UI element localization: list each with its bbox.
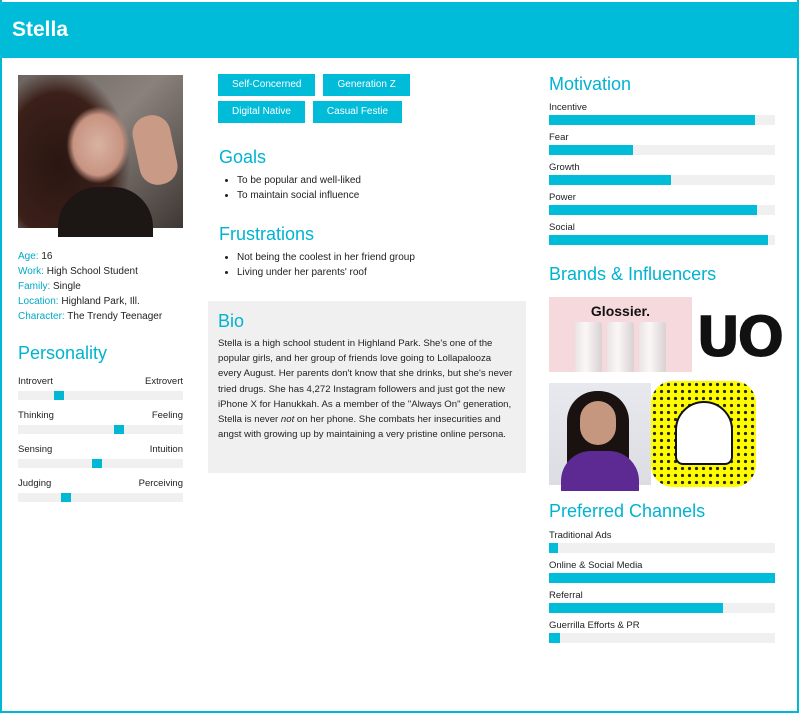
bar-label: Traditional Ads [549,530,612,541]
motivation-bar [549,102,775,125]
fact-value: 16 [41,251,53,262]
personality-slider [18,478,183,502]
bar-fill [549,145,633,155]
channels-bar [549,620,775,643]
bio-text [218,336,516,442]
slider-left-label: Thinking [18,410,54,421]
goals-title: Goals [219,147,267,167]
bar-label: Online & Social Media [549,560,643,571]
motivation-bar [549,192,775,215]
right-column [549,74,781,643]
fact-label: Work: [18,266,44,277]
motivation-bars [549,102,775,245]
bio-emphasis: not [280,414,295,426]
frustrations-item: • Not being the coolest in her friend group [237,250,526,265]
bar-track [549,633,775,643]
profile-photo [18,75,183,228]
bar-track [549,235,775,245]
glossier-wordmark: Glossier. [590,303,651,319]
persona-header [0,2,799,58]
persona-tag: Casual Festie [313,101,402,123]
slider-labels [18,376,183,388]
motivation-bar [549,132,775,155]
persona-tag: Self-Concerned [218,74,315,96]
snapcode-icon [651,381,756,487]
slider-track [18,391,183,400]
glossier-logo [549,297,692,372]
photo-hand [129,112,181,188]
fact-label: Location: [18,296,59,307]
bar-label: Growth [549,162,580,173]
bio-text-part: Stella is a high school student in Highland Park. She's one of the popular girls, and her group of friends love going to Lollapalooza every August. Her parents don't know that she drinks, but she's never tried drugs. She has 4,272 Instagram followers and just got the new iPhone X for Hanukkah. As a member of the "Always On" generation, Stella is never [218,338,513,426]
bar-fill [549,235,768,245]
slider-track [18,459,183,468]
personality-slider [18,410,183,434]
bar-track [549,145,775,155]
persona-tag: Generation Z [323,74,409,96]
bio-panel [208,301,526,473]
channels-title: Preferred Channels [549,501,706,521]
slider-thumb [54,391,64,400]
bar-label: Social [549,222,575,233]
product-tube [639,322,666,372]
channels-bars [549,530,775,643]
slider-right-label: Perceiving [138,478,183,489]
frustrations-list [230,250,526,280]
bar-label: Referral [549,590,583,601]
frustrations-item: • Living under her parents' roof [237,265,526,280]
photo-shirt [58,187,153,237]
slider-labels [18,410,183,422]
bar-track [549,205,775,215]
bar-track [549,603,775,613]
fact-label: Character: [18,311,65,322]
slider-thumb [61,493,71,502]
influencer-photo [549,383,651,485]
fact-value: High School Student [46,266,138,277]
brands-grid [549,297,781,487]
bio-text-part: on her phone. She combats her insecurities and angst with growing up by maintaining a very pristine online persona. [218,414,506,441]
fact-value: Single [53,281,81,292]
personality-slider [18,444,183,468]
motivation-bar [549,222,775,245]
profile-fact [18,264,183,279]
bar-fill [549,633,560,643]
fact-label: Age: [18,251,39,262]
frustrations-title: Frustrations [219,224,315,244]
personality-scales [18,376,183,502]
profile-fact [18,309,183,324]
brands-title: Brands & Influencers [549,264,717,284]
goals-item: • To be popular and well-liked [237,173,526,188]
snapchat-ghost-icon [675,401,733,465]
urban-outfitters-logo: UO [695,305,781,370]
persona-name: Stella [12,18,69,41]
bar-track [549,115,775,125]
slider-left-label: Introvert [18,376,53,387]
personality-title: Personality [18,343,108,363]
channels-bar [549,590,775,613]
fact-value: The Trendy Teenager [67,311,163,322]
product-tube [607,322,634,372]
profile-facts [18,249,183,324]
bar-fill [549,175,671,185]
goals-list [230,173,526,203]
motivation-bar [549,162,775,185]
bar-track [549,543,775,553]
goals-item: • To maintain social influence [237,188,526,203]
slider-left-label: Sensing [18,444,53,455]
slider-right-label: Extrovert [144,376,183,387]
product-tube [575,322,602,372]
fact-label: Family: [18,281,51,292]
personality-slider [18,376,183,400]
profile-fact [18,279,183,294]
bar-label: Fear [549,132,569,143]
bar-fill [549,205,757,215]
slider-right-label: Intuition [149,444,183,455]
profile-fact [18,294,183,309]
bar-fill [549,543,558,553]
persona-tag: Digital Native [218,101,305,123]
slider-left-label: Judging [18,478,52,489]
slider-thumb [92,459,102,468]
profile-column [18,75,183,502]
bar-track [549,175,775,185]
channels-bar [549,530,775,553]
bar-fill [549,573,775,583]
bio-title: Bio [218,311,245,331]
photo-face [580,401,616,445]
channels-bar [549,560,775,583]
slider-thumb [114,425,124,434]
slider-track [18,425,183,434]
slider-labels [18,444,183,456]
bar-label: Power [549,192,576,203]
slider-track [18,493,183,502]
bar-label: Guerrilla Efforts & PR [549,620,640,631]
fact-value: Highland Park, Ill. [61,296,140,307]
motivation-title: Motivation [549,74,632,94]
slider-right-label: Feeling [151,410,183,421]
bar-track [549,573,775,583]
slider-labels [18,478,183,490]
photo-top [561,451,639,491]
profile-fact [18,249,183,264]
bar-label: Incentive [549,102,588,113]
persona-tags [218,74,428,123]
center-column [208,74,526,473]
bar-fill [549,603,723,613]
bar-fill [549,115,755,125]
